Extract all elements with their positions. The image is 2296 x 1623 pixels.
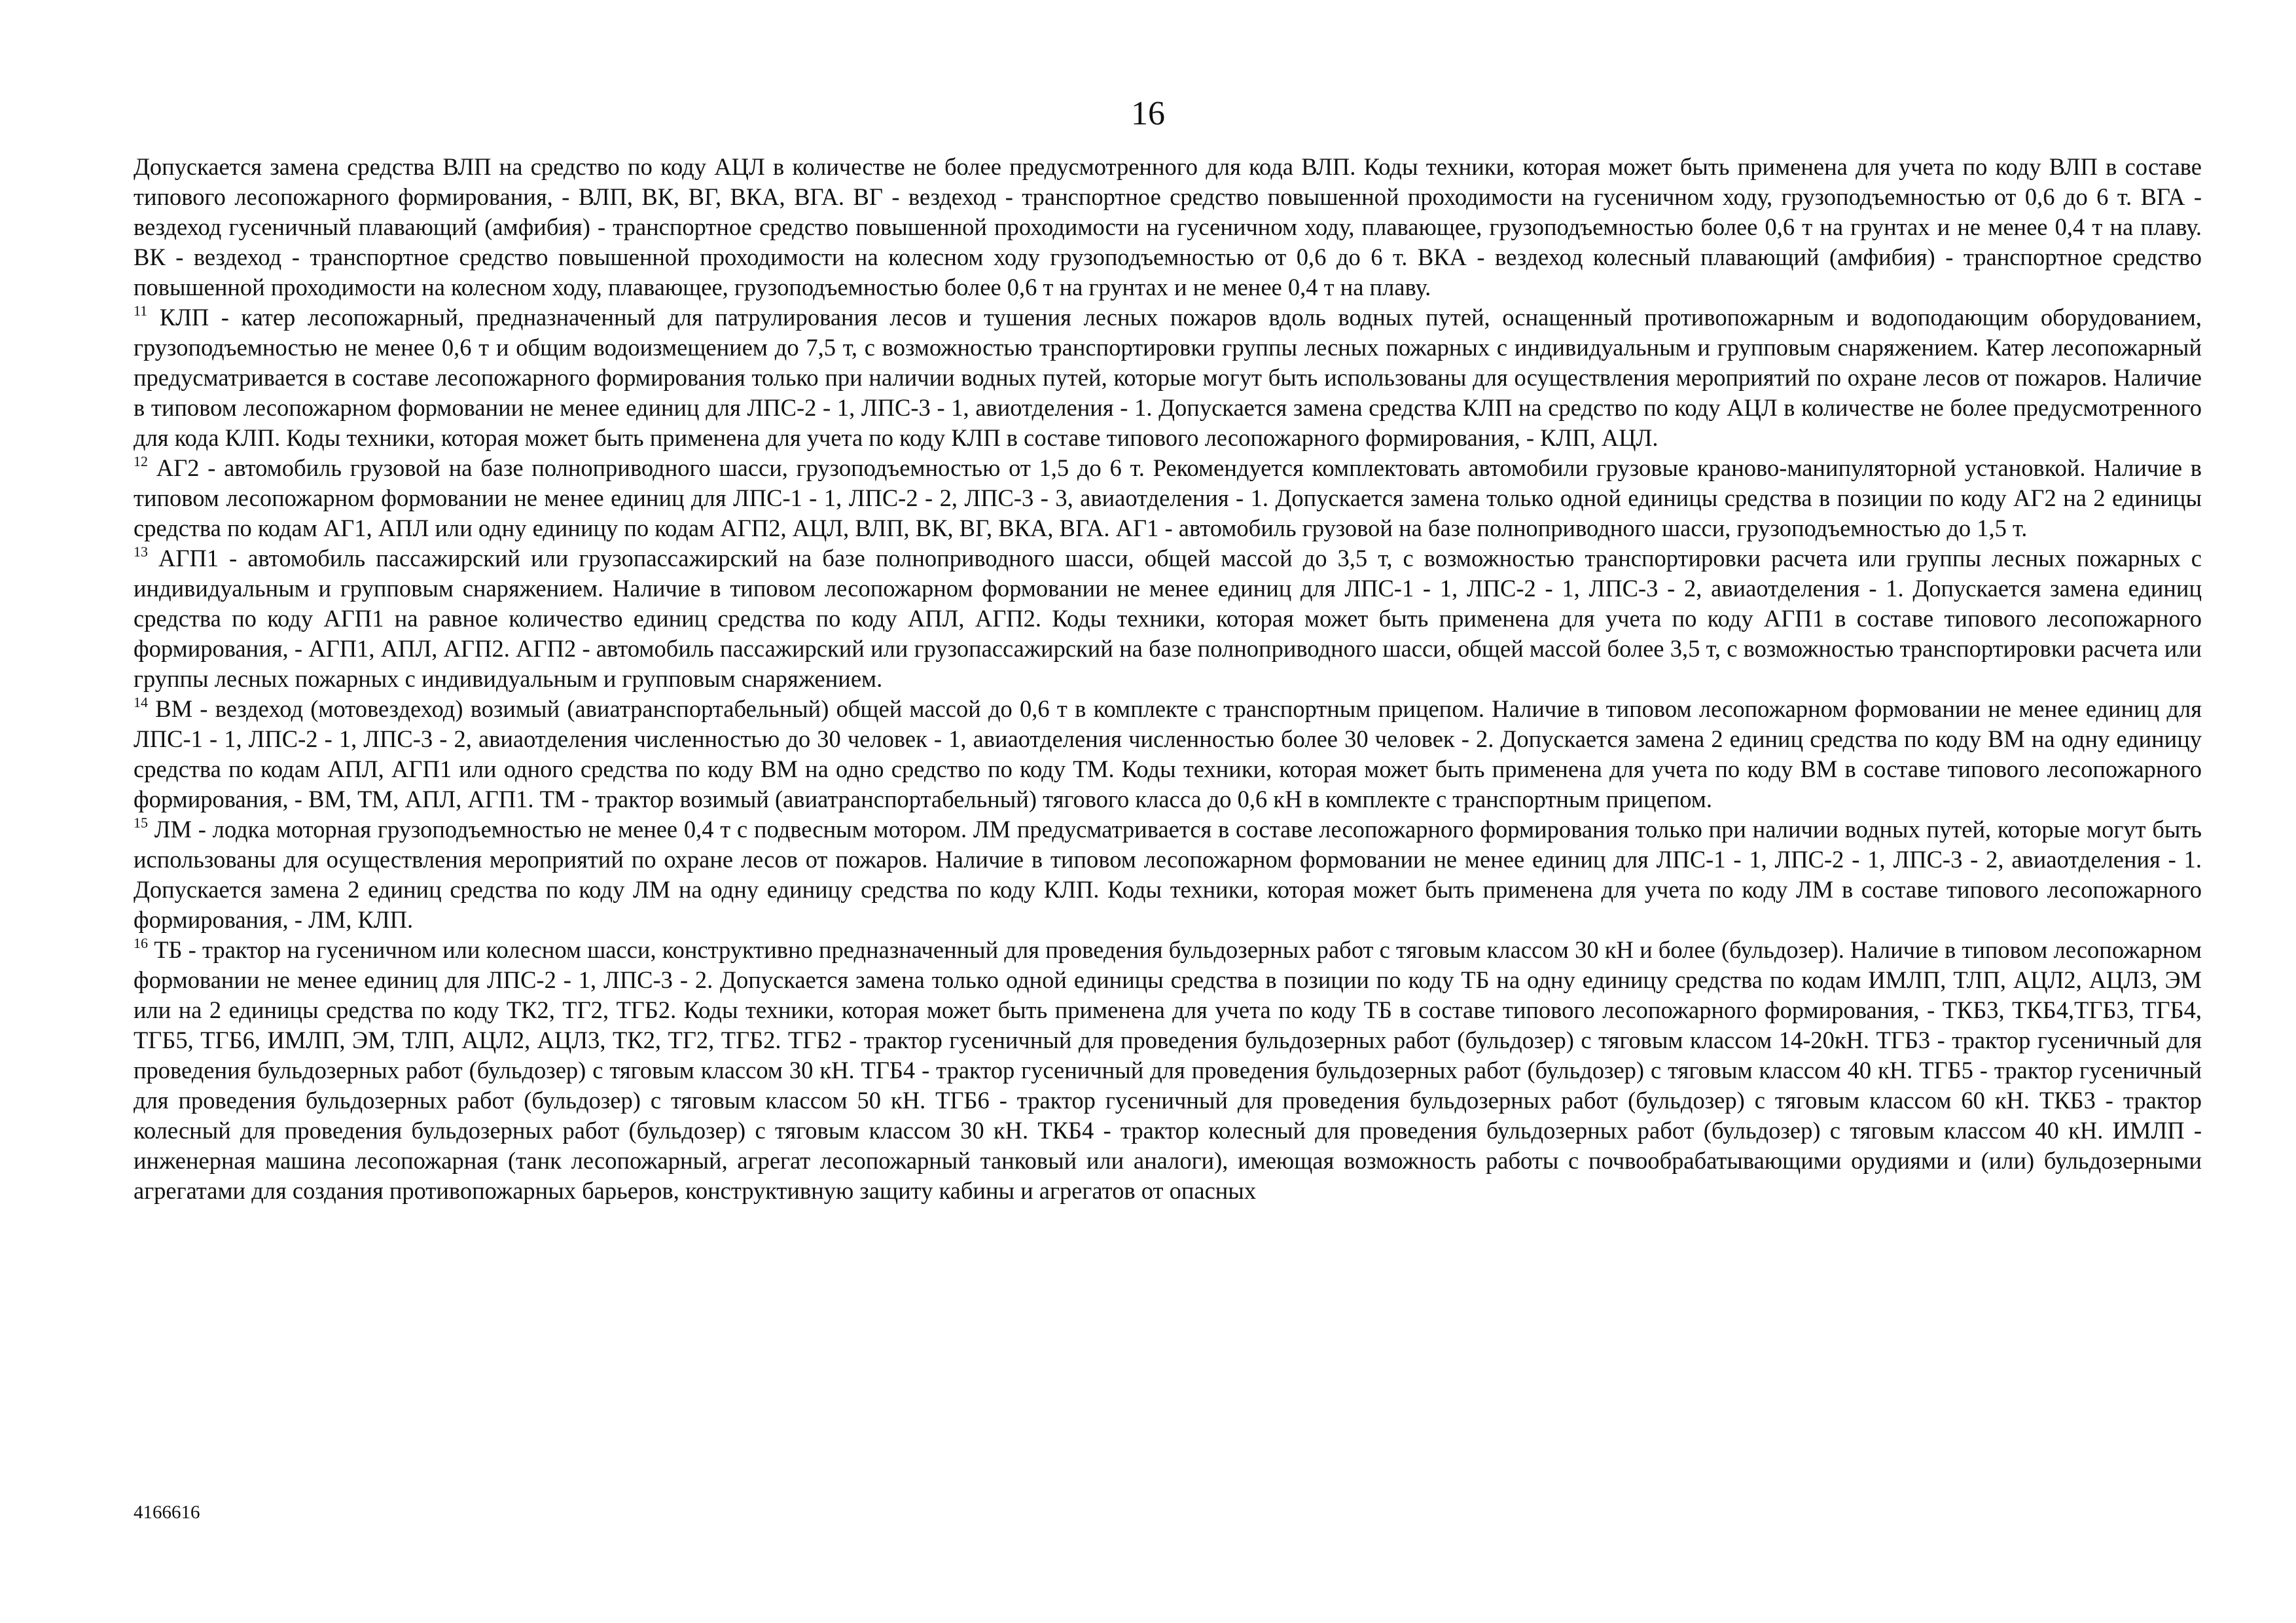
footnote-text: ТБ - трактор на гусеничном или колесном шасси, конструктивно предназначенный для проведения бульдозерных работ с тяговым классом 30 кН и более (бульдозер). Наличие в типовом лесопожарном формовании не менее единиц для ЛПС-2 - 1, ЛПС-3 - 2. Допускается замена только одной единицы средства в позиции по коду ТБ на одну единицу средства по кодам ИМЛП, ТЛП, АЦЛ2, АЦЛ3, ЭМ или на 2 единицы средства по коду ТК2, ТГ2, ТГБ2. Коды техники, которая может быть применена для учета по коду ТБ в составе типового лесопожарного формирования, - ТКБ3, ТКБ4,ТГБ3, ТГБ4, ТГБ5, ТГБ6, ИМЛП, ЭМ, ТЛП, АЦЛ2, АЦЛ3, ТК2, ТГ2, ТГБ2. ТГБ2 - трактор гусеничный для проведения бульдозерных работ (бульдозер) с тяговым классом 14-20кН. ТГБ3 - трактор гусеничный для проведения бульдозерных работ (бульдозер) с тяговым классом 30 кН. ТГБ4 - трактор гусеничный для проведения бульдозерных работ (бульдозер) с тяговым классом 40 кН. ТГБ5 - трактор гусеничный для проведения бульдозерных работ (бульдозер) с тяговым классом 50 кН. ТГБ6 - трактор гусеничный для проведения бульдозерных работ (бульдозер) с тяговым классом 60 кН. ТКБ3 - трактор колесный для проведения бульдозерных работ (бульдозер) с тяговым классом 30 кН. ТКБ4 - трактор колесный для проведения бульдозерных работ (бульдозер) с тяговым классом 40 кН. ИМЛП - инженерная машина лесопожарная (танк лесопожарный, агрегат лесопожарный танковый или аналоги), имеющая возможность работы с почвообрабатывающими орудиями и (или) бульдозерными агрегатами для создания противопожарных барьеров, конструктивную защиту кабины и агрегатов от опасных (134, 936, 2202, 1204)
footnote-text: ЛМ - лодка моторная грузоподъемностью не менее 0,4 т с подвесным мотором. ЛМ предусматривается в составе лесопожарного формирования только при наличии водных путей, которые могут быть использованы для осуществления мероприятий по охране лесов от пожаров. Наличие в типовом лесопожарном формовании не менее единиц для ЛПС-1 - 1, ЛПС-2 - 1, ЛПС-3 - 2, авиаотделения - 1. Допускается замена 2 единиц средства по коду ЛМ на одну единицу средства по коду КЛП. Коды техники, которая может быть применена для учета по коду ЛМ в составе типового лесопожарного формирования, - ЛМ, КЛП. (134, 816, 2202, 933)
footnote-text: АГ2 - автомобиль грузовой на базе полноприводного шасси, грузоподъемностью от 1,5 до 6 т. Рекомендуется комплектовать автомобили грузовые краново-манипуляторной установкой. Наличие в типовом лесопожарном формовании не менее единиц для ЛПС-1 - 1, ЛПС-2 - 2, ЛПС-3 - 3, авиаотделения - 1. Допускается замена только одной единицы средства в позиции по коду АГ2 на 2 единицы средства по кодам АГ1, АПЛ или одну единицу по кодам АГП2, АЦЛ, ВЛП, ВК, ВГ, ВКА, ВГА. АГ1 - автомобиль грузовой на базе полноприводного шасси, грузоподъемностью до 1,5 т. (134, 454, 2202, 541)
footnote-number: 11 (134, 302, 148, 319)
document-body (134, 152, 2202, 1206)
footnote-14 (134, 694, 2202, 814)
footnote-number: 15 (134, 814, 148, 831)
document-id: 4166616 (134, 1502, 200, 1523)
footnote-number: 16 (134, 935, 148, 951)
footnote-number: 12 (134, 453, 148, 469)
footnote-number: 13 (134, 543, 148, 560)
page-number: 16 (1131, 95, 1165, 132)
paragraph-continuation (134, 152, 2202, 302)
footnote-text: КЛП - катер лесопожарный, предназначенный для патрулирования лесов и тушения лесных пожаров вдоль водных путей, оснащенный противопожарным и водоподающим оборудованием, грузоподъемностью не менее 0,6 т и общим водоизмещением до 7,5 т, с возможностью транспортировки группы лесных пожарных с индивидуальным и групповым снаряжением. Катер лесопожарный предусматривается в составе лесопожарного формирования только при наличии водных путей, которые могут быть использованы для осуществления мероприятий по охране лесов от пожаров. Наличие в типовом лесопожарном формовании не менее единиц для ЛПС-2 - 1, ЛПС-3 - 1, авиотделения - 1. Допускается замена средства КЛП на средство по коду АЦЛ в количестве не более предусмотренного для кода КЛП. Коды техники, которая может быть применена для учета по коду КЛП в составе типового лесопожарного формирования, - КЛП, АЦЛ. (134, 304, 2202, 451)
paragraph-text: Допускается замена средства ВЛП на средство по коду АЦЛ в количестве не более предусмотренного для кода ВЛП. Коды техники, которая может быть применена для учета по коду ВЛП в составе типового лесопожарного формирования, - ВЛП, ВК, ВГ, ВКА, ВГА. ВГ - вездеход - транспортное средство повышенной проходимости на гусеничном ходу, грузоподъемностью от 0,6 до 6 т. ВГА - вездеход гусеничный плавающий (амфибия) - транспортное средство повышенной проходимости на гусеничном ходу, плавающее, грузоподъемностью более 0,6 т на грунтах и не менее 0,4 т на плаву. ВК - вездеход - транспортное средство повышенной проходимости на колесном ходу грузоподъемностью от 0,6 до 6 т. ВКА - вездеход колесный плавающий (амфибия) - транспортное средство повышенной проходимости на колесном ходу, плавающее, грузоподъемностью более 0,6 т на грунтах и не менее 0,4 т на плаву. (134, 153, 2202, 301)
footnote-number: 14 (134, 694, 148, 710)
footnote-text: ВМ - вездеход (мотовездеход) возимый (авиатранспортабельный) общей массой до 0,6 т в комплекте с транспортным прицепом. Наличие в типовом лесопожарном формовании не менее единиц для ЛПС-1 - 1, ЛПС-2 - 1, ЛПС-3 - 2, авиаотделения численностью до 30 человек - 1, авиаотделения численностью более 30 человек - 2. Допускается замена 2 единиц средства по коду ВМ на одну единицу средства по кодам АПЛ, АГП1 или одного средства по коду ВМ на одно средство по коду ТМ. Коды техники, которая может быть применена для учета по коду ВМ в составе типового лесопожарного формирования, - ВМ, ТМ, АПЛ, АГП1. ТМ - трактор возимый (авиатранспортабельный) тягового класса до 0,6 кН в комплекте с транспортным прицепом. (134, 695, 2202, 812)
footnote-11 (134, 302, 2202, 453)
footnote-12 (134, 453, 2202, 543)
footnote-16 (134, 935, 2202, 1206)
footnote-13 (134, 543, 2202, 694)
footnote-text: АГП1 - автомобиль пассажирский или грузопассажирский на базе полноприводного шасси, общей массой до 3,5 т, с возможностью транспортировки расчета или группы лесных пожарных с индивидуальным и групповым снаряжением. Наличие в типовом лесопожарном формовании не менее единиц для ЛПС-1 - 1, ЛПС-2 - 1, ЛПС-3 - 2, авиаотделения - 1. Допускается замена единиц средства по коду АГП1 на равное количество единиц средства по коду АПЛ, АГП2. Коды техники, которая может быть применена для учета по коду АГП1 в составе типового лесопожарного формирования, - АГП1, АПЛ, АГП2. АГП2 - автомобиль пассажирский или грузопассажирский на базе полноприводного шасси, общей массой более 3,5 т, с возможностью транспортировки расчета или группы лесных пожарных с индивидуальным и групповым снаряжением. (134, 545, 2202, 692)
footnote-15 (134, 814, 2202, 935)
